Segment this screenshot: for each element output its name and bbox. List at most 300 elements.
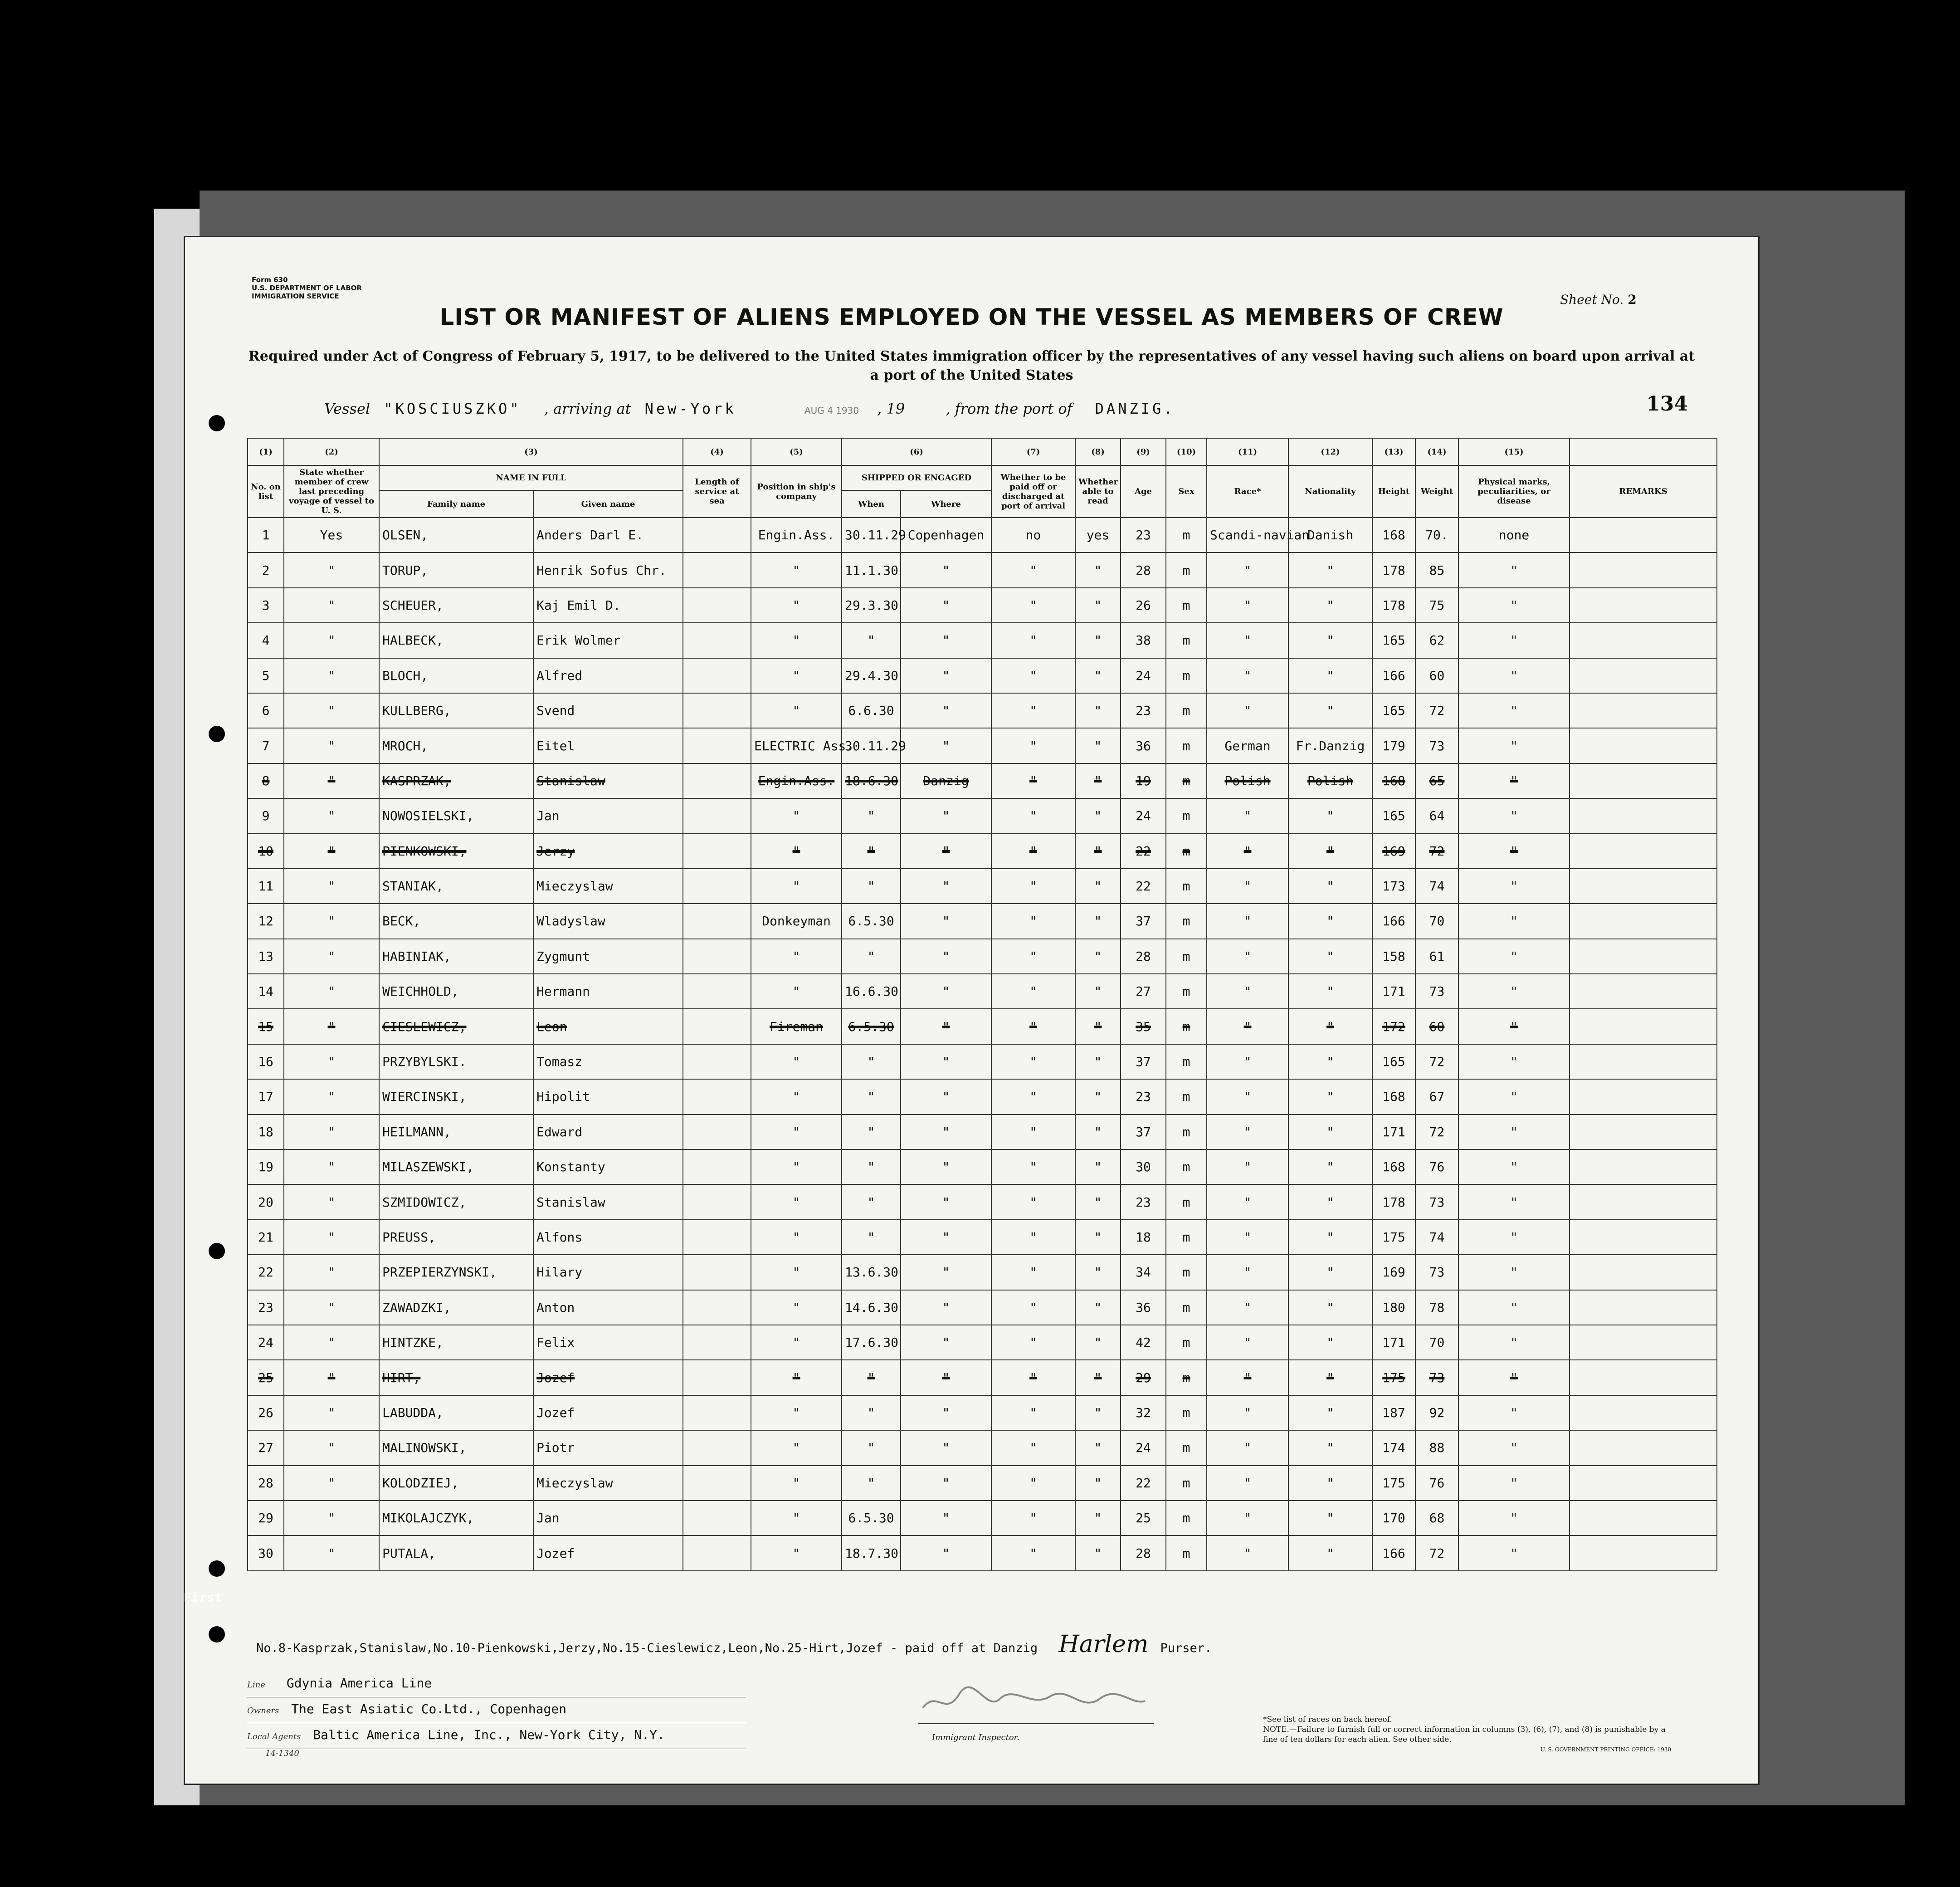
sheet-value: 2 <box>1628 292 1637 307</box>
physical-marks-cell: " <box>1458 693 1570 728</box>
shipped-where-cell: " <box>901 1325 991 1360</box>
nationality-cell: " <box>1288 869 1372 904</box>
remarks-cell <box>1570 939 1717 974</box>
header-where: Where <box>901 490 991 518</box>
paid-off-cell: " <box>991 588 1075 623</box>
shipped-where-cell: Danzig <box>901 763 991 798</box>
form-notes <box>1263 1715 1671 1755</box>
header-race: Race* <box>1207 465 1288 518</box>
able-to-read-cell: " <box>1075 834 1121 869</box>
header-previous-voyage: State whether member of crew last preceding voyage of vessel to U. S. <box>284 465 379 518</box>
row-number-cell: 5 <box>248 658 284 693</box>
length-of-service-cell <box>683 869 751 904</box>
table-header <box>248 438 1717 518</box>
page-number: 134 <box>1646 392 1688 416</box>
col-num: (9) <box>1121 438 1166 465</box>
age-cell: 26 <box>1121 588 1166 623</box>
nationality-cell: " <box>1288 1149 1372 1184</box>
length-of-service-cell <box>683 1535 751 1570</box>
position-cell: " <box>751 869 842 904</box>
height-cell: 178 <box>1372 1184 1415 1219</box>
col-num: (12) <box>1288 438 1372 465</box>
shipped-where-cell: " <box>901 1184 991 1219</box>
previous-voyage-cell: " <box>284 552 379 587</box>
previous-voyage-cell: " <box>284 1255 379 1290</box>
physical-marks-cell: " <box>1458 1009 1570 1044</box>
remarks-cell <box>1570 904 1717 939</box>
paid-off-cell: " <box>991 1079 1075 1114</box>
race-cell: " <box>1207 869 1288 904</box>
header-position: Position in ship's company <box>751 465 842 518</box>
sex-cell: m <box>1166 1044 1207 1079</box>
shipped-when-cell: " <box>842 939 901 974</box>
shipped-where-cell: " <box>901 1009 991 1044</box>
weight-cell: 62 <box>1415 623 1458 658</box>
row-number-cell: 1 <box>248 518 284 552</box>
remarks-cell <box>1570 1360 1717 1395</box>
crew-row <box>248 693 1717 728</box>
age-cell: 30 <box>1121 1149 1166 1184</box>
height-cell: 169 <box>1372 1255 1415 1290</box>
family-name-cell: SZMIDOWICZ, <box>379 1184 533 1219</box>
shipped-where-cell: " <box>901 1255 991 1290</box>
shipped-where-cell: " <box>901 658 991 693</box>
able-to-read-cell: " <box>1075 869 1121 904</box>
length-of-service-cell <box>683 974 751 1009</box>
crew-manifest-table <box>247 438 1717 1571</box>
given-name-cell: Leon <box>533 1009 683 1044</box>
weight-cell: 68 <box>1415 1501 1458 1535</box>
previous-voyage-cell: " <box>284 1501 379 1535</box>
age-cell: 28 <box>1121 1535 1166 1570</box>
crew-row <box>248 1395 1717 1430</box>
remarks-cell <box>1570 1220 1717 1255</box>
header-family-name: Family name <box>379 490 533 518</box>
family-name-cell: WIERCINSKI, <box>379 1079 533 1114</box>
previous-voyage-cell: " <box>284 904 379 939</box>
crew-row <box>248 834 1717 869</box>
family-name-cell: KULLBERG, <box>379 693 533 728</box>
shipped-when-cell: " <box>842 798 901 833</box>
col-num-remarks <box>1570 438 1717 465</box>
row-number-cell: 23 <box>248 1290 284 1325</box>
family-name-cell: HINTZKE, <box>379 1325 533 1360</box>
crew-row <box>248 1325 1717 1360</box>
shipped-when-cell: " <box>842 1430 901 1465</box>
able-to-read-cell: " <box>1075 1220 1121 1255</box>
length-of-service-cell <box>683 1184 751 1219</box>
races-note: *See list of races on back hereof. <box>1263 1715 1392 1724</box>
shipped-where-cell: Copenhagen <box>901 518 991 552</box>
given-name-cell: Jozef <box>533 1395 683 1430</box>
weight-cell: 85 <box>1415 552 1458 587</box>
remarks-cell <box>1570 1535 1717 1570</box>
paid-off-cell: " <box>991 1535 1075 1570</box>
row-number-cell: 13 <box>248 939 284 974</box>
shipped-where-cell: " <box>901 1115 991 1149</box>
sex-cell: m <box>1166 1360 1207 1395</box>
position-cell: Engin.Ass. <box>751 518 842 552</box>
family-name-cell: PREUSS, <box>379 1220 533 1255</box>
weight-cell: 88 <box>1415 1430 1458 1465</box>
family-name-cell: PUTALA, <box>379 1535 533 1570</box>
remarks-cell <box>1570 1325 1717 1360</box>
arriving-port: New-York <box>644 400 736 417</box>
col-num: (4) <box>683 438 751 465</box>
age-cell: 24 <box>1121 798 1166 833</box>
sex-cell: m <box>1166 1395 1207 1430</box>
able-to-read-cell: " <box>1075 1184 1121 1219</box>
given-name-cell: Stanislaw <box>533 763 683 798</box>
position-cell: " <box>751 693 842 728</box>
physical-marks-cell: " <box>1458 1184 1570 1219</box>
position-cell: " <box>751 1535 842 1570</box>
race-cell: Polish <box>1207 763 1288 798</box>
able-to-read-cell: " <box>1075 1325 1121 1360</box>
paid-off-cell: " <box>991 623 1075 658</box>
previous-voyage-cell: " <box>284 1220 379 1255</box>
shipped-when-cell: 6.6.30 <box>842 693 901 728</box>
remarks-cell <box>1570 1466 1717 1501</box>
physical-marks-cell: " <box>1458 1501 1570 1535</box>
race-cell: " <box>1207 1255 1288 1290</box>
age-cell: 34 <box>1121 1255 1166 1290</box>
previous-voyage-cell: " <box>284 1290 379 1325</box>
owners-row <box>247 1697 746 1723</box>
family-name-cell: HEILMANN, <box>379 1115 533 1149</box>
row-number-cell: 26 <box>248 1395 284 1430</box>
height-cell: 166 <box>1372 904 1415 939</box>
shipped-when-cell: " <box>842 834 901 869</box>
given-name-cell: Tomasz <box>533 1044 683 1079</box>
paid-off-note-line <box>256 1631 1212 1658</box>
row-number-cell: 19 <box>248 1149 284 1184</box>
family-name-cell: OLSEN, <box>379 518 533 552</box>
paid-off-cell: " <box>991 1325 1075 1360</box>
length-of-service-cell <box>683 658 751 693</box>
race-cell: German <box>1207 728 1288 763</box>
position-cell: " <box>751 1325 842 1360</box>
paid-off-cell: " <box>991 1149 1075 1184</box>
physical-marks-cell: " <box>1458 904 1570 939</box>
race-cell: Scandi-navian <box>1207 518 1288 552</box>
given-name-cell: Svend <box>533 693 683 728</box>
paid-off-cell: " <box>991 1430 1075 1465</box>
physical-marks-cell: " <box>1458 1325 1570 1360</box>
owners-label: Owners <box>247 1706 279 1716</box>
length-of-service-cell <box>683 904 751 939</box>
given-name-cell: Stanislaw <box>533 1184 683 1219</box>
remarks-cell <box>1570 623 1717 658</box>
family-name-cell: HIRT, <box>379 1360 533 1395</box>
owners-value: The East Asiatic Co.Ltd., Copenhagen <box>291 1701 566 1716</box>
paid-off-cell: " <box>991 728 1075 763</box>
nationality-cell: " <box>1288 1255 1372 1290</box>
previous-voyage-cell: " <box>284 939 379 974</box>
weight-cell: 60 <box>1415 658 1458 693</box>
family-name-cell: MILASZEWSKI, <box>379 1149 533 1184</box>
crew-row <box>248 1501 1717 1535</box>
header-when: When <box>842 490 901 518</box>
length-of-service-cell <box>683 939 751 974</box>
col-num: (2) <box>284 438 379 465</box>
punch-hole <box>209 415 225 431</box>
header-age: Age <box>1121 465 1166 518</box>
shipped-when-cell: 11.1.30 <box>842 552 901 587</box>
sex-cell: m <box>1166 658 1207 693</box>
age-cell: 37 <box>1121 1044 1166 1079</box>
physical-marks-cell: " <box>1458 1220 1570 1255</box>
age-cell: 23 <box>1121 518 1166 552</box>
crew-row <box>248 974 1717 1009</box>
position-cell: " <box>751 1290 842 1325</box>
position-cell: " <box>751 974 842 1009</box>
nationality-cell: " <box>1288 939 1372 974</box>
position-cell: " <box>751 1115 842 1149</box>
given-name-cell: Edward <box>533 1115 683 1149</box>
shipped-when-cell: " <box>842 1395 901 1430</box>
given-name-cell: Wladyslaw <box>533 904 683 939</box>
race-cell: " <box>1207 552 1288 587</box>
weight-cell: 72 <box>1415 834 1458 869</box>
crew-row <box>248 798 1717 833</box>
race-cell: " <box>1207 1220 1288 1255</box>
shipped-when-cell: " <box>842 1044 901 1079</box>
position-cell: Donkeyman <box>751 904 842 939</box>
length-of-service-cell <box>683 623 751 658</box>
nationality-cell: Fr.Danzig <box>1288 728 1372 763</box>
col-num: (14) <box>1415 438 1458 465</box>
crew-rows <box>248 518 1717 1571</box>
previous-voyage-cell: " <box>284 1430 379 1465</box>
previous-voyage-cell: " <box>284 588 379 623</box>
nationality-cell: " <box>1288 1079 1372 1114</box>
crew-row <box>248 588 1717 623</box>
line-label: Line <box>247 1680 265 1690</box>
weight-cell: 73 <box>1415 974 1458 1009</box>
given-name-cell: Konstanty <box>533 1149 683 1184</box>
physical-marks-cell: " <box>1458 834 1570 869</box>
remarks-cell <box>1570 658 1717 693</box>
race-cell: " <box>1207 1290 1288 1325</box>
page-title: LIST OR MANIFEST OF ALIENS EMPLOYED ON THE VESSEL AS MEMBERS OF CREW <box>439 304 1504 330</box>
shipped-when-cell: " <box>842 1360 901 1395</box>
given-name-cell: Hilary <box>533 1255 683 1290</box>
row-number-cell: 24 <box>248 1325 284 1360</box>
shipped-when-cell: 6.5.30 <box>842 1501 901 1535</box>
race-cell: " <box>1207 693 1288 728</box>
dept-line: IMMIGRATION SERVICE <box>252 292 339 300</box>
physical-marks-cell: " <box>1458 658 1570 693</box>
remarks-cell <box>1570 1395 1717 1430</box>
position-cell: " <box>751 1395 842 1430</box>
nationality-cell: " <box>1288 1290 1372 1325</box>
previous-voyage-cell: Yes <box>284 518 379 552</box>
nationality-cell: " <box>1288 1466 1372 1501</box>
remarks-cell <box>1570 1115 1717 1149</box>
height-cell: 175 <box>1372 1466 1415 1501</box>
form-code: 14-1340 <box>265 1749 299 1758</box>
from-port-label: , from the port of <box>946 400 1073 417</box>
remarks-cell <box>1570 1079 1717 1114</box>
able-to-read-cell: " <box>1075 588 1121 623</box>
crew-row <box>248 1220 1717 1255</box>
shipped-where-cell: " <box>901 1290 991 1325</box>
weight-cell: 73 <box>1415 1360 1458 1395</box>
weight-cell: 73 <box>1415 728 1458 763</box>
previous-voyage-cell: " <box>284 763 379 798</box>
crew-row <box>248 728 1717 763</box>
agents-value: Baltic America Line, Inc., New-York City, N.Y. <box>313 1727 665 1742</box>
family-name-cell: CIESLEWICZ, <box>379 1009 533 1044</box>
previous-voyage-cell: " <box>284 834 379 869</box>
given-name-cell: Felix <box>533 1325 683 1360</box>
weight-cell: 70 <box>1415 904 1458 939</box>
given-name-cell: Kaj Emil D. <box>533 588 683 623</box>
paid-off-cell: no <box>991 518 1075 552</box>
age-cell: 24 <box>1121 1430 1166 1465</box>
race-cell: " <box>1207 1466 1288 1501</box>
physical-marks-cell: " <box>1458 1079 1570 1114</box>
row-number-cell: 27 <box>248 1430 284 1465</box>
able-to-read-cell: " <box>1075 1115 1121 1149</box>
family-name-cell: MALINOWSKI, <box>379 1430 533 1465</box>
age-cell: 23 <box>1121 693 1166 728</box>
vessel-line <box>324 400 1175 417</box>
row-number-cell: 16 <box>248 1044 284 1079</box>
position-cell: " <box>751 1044 842 1079</box>
row-number-cell: 14 <box>248 974 284 1009</box>
position-cell: " <box>751 658 842 693</box>
shipped-where-cell: " <box>901 1430 991 1465</box>
nationality-cell: " <box>1288 1115 1372 1149</box>
shipped-where-cell: " <box>901 939 991 974</box>
length-of-service-cell <box>683 1115 751 1149</box>
crew-row <box>248 904 1717 939</box>
given-name-cell: Jerzy <box>533 834 683 869</box>
able-to-read-cell: " <box>1075 1430 1121 1465</box>
paid-off-cell: " <box>991 904 1075 939</box>
race-cell: " <box>1207 974 1288 1009</box>
family-name-cell: PIENKOWSKI, <box>379 834 533 869</box>
length-of-service-cell <box>683 1009 751 1044</box>
header-nationality: Nationality <box>1288 465 1372 518</box>
length-of-service-cell <box>683 1290 751 1325</box>
length-of-service-cell <box>683 552 751 587</box>
physical-marks-cell: " <box>1458 1149 1570 1184</box>
length-of-service-cell <box>683 1501 751 1535</box>
remarks-cell <box>1570 1009 1717 1044</box>
remarks-cell <box>1570 1290 1717 1325</box>
header-shipped-engaged: SHIPPED OR ENGAGED <box>842 465 991 490</box>
paid-off-cell: " <box>991 1044 1075 1079</box>
height-cell: 170 <box>1372 1501 1415 1535</box>
nationality-cell: " <box>1288 1535 1372 1570</box>
race-cell: " <box>1207 834 1288 869</box>
position-cell: " <box>751 1430 842 1465</box>
sex-cell: m <box>1166 904 1207 939</box>
previous-voyage-cell: " <box>284 1079 379 1114</box>
previous-voyage-cell: " <box>284 1184 379 1219</box>
row-number-cell: 6 <box>248 693 284 728</box>
able-to-read-cell: " <box>1075 1395 1121 1430</box>
nationality-cell: Polish <box>1288 763 1372 798</box>
height-cell: 166 <box>1372 658 1415 693</box>
shipped-where-cell: " <box>901 1079 991 1114</box>
race-cell: " <box>1207 1115 1288 1149</box>
given-name-cell: Anders Darl E. <box>533 518 683 552</box>
shipped-when-cell: " <box>842 1149 901 1184</box>
shipped-when-cell: " <box>842 1115 901 1149</box>
shipped-where-cell: " <box>901 904 991 939</box>
height-cell: 175 <box>1372 1360 1415 1395</box>
previous-voyage-cell: " <box>284 1044 379 1079</box>
previous-voyage-cell: " <box>284 623 379 658</box>
crew-row <box>248 623 1717 658</box>
given-name-cell: Alfons <box>533 1220 683 1255</box>
weight-cell: 74 <box>1415 1220 1458 1255</box>
paid-off-note: No.8-Kasprzak,Stanislaw,No.10-Pienkowski,Jerzy,No.15-Cieslewicz,Leon,No.25-Hirt,Jozef - paid off at Danzig <box>256 1641 1038 1655</box>
previous-voyage-cell: " <box>284 1115 379 1149</box>
previous-voyage-cell: " <box>284 1149 379 1184</box>
age-cell: 35 <box>1121 1009 1166 1044</box>
sex-cell: m <box>1166 693 1207 728</box>
family-name-cell: MROCH, <box>379 728 533 763</box>
weight-cell: 61 <box>1415 939 1458 974</box>
shipped-where-cell: " <box>901 693 991 728</box>
paid-off-cell: " <box>991 1501 1075 1535</box>
paid-off-cell: " <box>991 1360 1075 1395</box>
shipped-when-cell: " <box>842 1466 901 1501</box>
family-name-cell: WEICHHOLD, <box>379 974 533 1009</box>
sex-cell: m <box>1166 1255 1207 1290</box>
weight-cell: 60 <box>1415 1009 1458 1044</box>
family-name-cell: BECK, <box>379 904 533 939</box>
physical-marks-cell: " <box>1458 763 1570 798</box>
weight-cell: 76 <box>1415 1466 1458 1501</box>
position-cell: Fireman <box>751 1009 842 1044</box>
year-label: , 19 <box>877 400 905 417</box>
shipped-where-cell: " <box>901 1220 991 1255</box>
row-number-cell: 11 <box>248 869 284 904</box>
able-to-read-cell: " <box>1075 1501 1121 1535</box>
crew-row <box>248 1255 1717 1290</box>
paid-off-cell: " <box>991 1009 1075 1044</box>
header-given-name: Given name <box>533 490 683 518</box>
line-row <box>247 1672 746 1697</box>
row-number-cell: 30 <box>248 1535 284 1570</box>
physical-marks-cell: " <box>1458 1044 1570 1079</box>
previous-voyage-cell: " <box>284 1466 379 1501</box>
sex-cell: m <box>1166 974 1207 1009</box>
remarks-cell <box>1570 1044 1717 1079</box>
age-cell: 32 <box>1121 1395 1166 1430</box>
remarks-cell <box>1570 588 1717 623</box>
height-cell: 165 <box>1372 693 1415 728</box>
able-to-read-cell: " <box>1075 974 1121 1009</box>
col-num: (13) <box>1372 438 1415 465</box>
given-name-cell: Erik Wolmer <box>533 623 683 658</box>
nationality-cell: " <box>1288 1184 1372 1219</box>
position-cell: " <box>751 623 842 658</box>
height-cell: 174 <box>1372 1430 1415 1465</box>
height-cell: 168 <box>1372 518 1415 552</box>
nationality-cell: " <box>1288 552 1372 587</box>
crew-row <box>248 869 1717 904</box>
department-header <box>252 276 362 300</box>
age-cell: 24 <box>1121 658 1166 693</box>
race-cell: " <box>1207 1430 1288 1465</box>
